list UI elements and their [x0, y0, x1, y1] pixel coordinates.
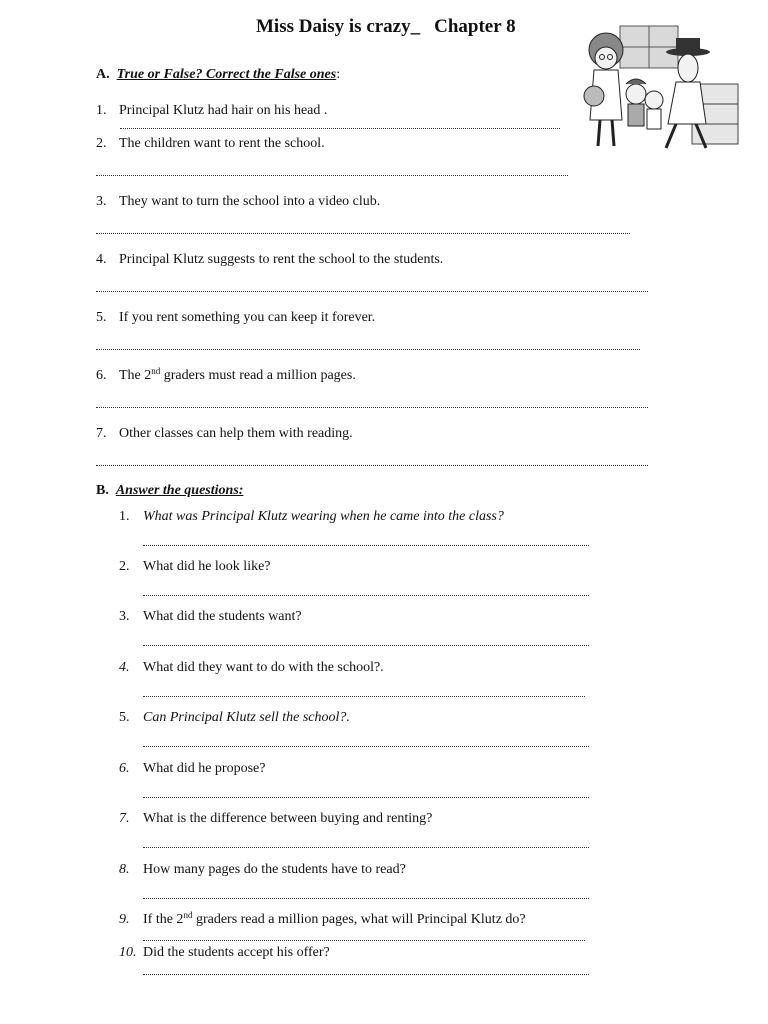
question-text: What did he look like? [143, 559, 271, 574]
question-b-6 [119, 761, 265, 777]
question-b-7 [119, 811, 432, 827]
question-text: What did they want to do with the school?. [143, 660, 384, 675]
question-text: Can Principal Klutz sell the school?. [143, 710, 350, 725]
cartoon-characters-illustration [580, 24, 740, 152]
question-b-3 [119, 609, 302, 625]
question-number: 7. [119, 811, 130, 826]
answer-line[interactable] [96, 291, 648, 292]
tf-question-1 [96, 103, 327, 119]
question-number: 9. [119, 912, 130, 927]
question-text: Principal Klutz had hair on his head . [119, 103, 328, 118]
question-text: graders must read a million pages. [160, 368, 356, 383]
question-b-8 [119, 862, 406, 878]
tf-question-7 [96, 426, 353, 442]
tf-question-6 [96, 368, 356, 384]
section-b-heading [96, 483, 243, 499]
answer-line[interactable] [96, 349, 640, 350]
question-b-9 [119, 912, 526, 928]
answer-line[interactable] [120, 128, 560, 129]
question-text: If the 2 [143, 912, 184, 927]
question-text: The children want to rent the school. [119, 136, 325, 151]
answer-line[interactable] [143, 940, 585, 941]
page-title [256, 16, 516, 38]
question-number: 10. [119, 945, 137, 960]
tf-question-4 [96, 252, 443, 268]
question-text: If you rent something you can keep it forever. [119, 310, 376, 325]
answer-line[interactable] [96, 407, 648, 408]
question-text: The 2 [119, 368, 152, 383]
chapter-label: Chapter 8 [434, 16, 516, 37]
question-number: 5. [96, 310, 107, 325]
question-number: 2. [119, 559, 130, 574]
question-text: Other classes can help them with reading. [119, 426, 353, 441]
answer-line[interactable] [96, 233, 630, 234]
answer-line[interactable] [143, 974, 589, 975]
question-number: 6. [96, 368, 107, 383]
tf-question-5 [96, 310, 375, 326]
tf-question-2 [96, 136, 325, 152]
question-b-10 [119, 945, 330, 961]
question-text: Did the students accept his offer? [143, 945, 330, 960]
question-text: What was Principal Klutz wearing when he came into the class? [143, 509, 504, 524]
section-b-letter: B. [96, 483, 109, 498]
answer-line[interactable] [96, 465, 648, 466]
section-a-letter: A. [96, 67, 110, 82]
question-number: 2. [96, 136, 107, 151]
ordinal-suffix: nd [151, 366, 161, 376]
question-number: 4. [96, 252, 107, 267]
question-number: 1. [119, 509, 130, 524]
question-b-5 [119, 710, 350, 726]
question-number: 3. [96, 194, 107, 209]
answer-line[interactable] [143, 898, 589, 899]
question-b-1 [119, 509, 504, 525]
question-number: 8. [119, 862, 130, 877]
question-number: 6. [119, 761, 130, 776]
answer-line[interactable] [143, 595, 589, 596]
question-number: 1. [96, 103, 107, 118]
question-b-2 [119, 559, 271, 575]
answer-line[interactable] [143, 797, 589, 798]
question-b-4 [119, 660, 384, 676]
answer-line[interactable] [143, 545, 589, 546]
question-text: What did the students want? [143, 609, 302, 624]
ordinal-suffix: nd [183, 910, 193, 920]
tf-question-3 [96, 194, 380, 210]
answer-line[interactable] [143, 645, 589, 646]
question-text: What is the difference between buying and renting? [143, 811, 433, 826]
question-text: What did he propose? [143, 761, 266, 776]
question-text: graders read a million pages, what will Principal Klutz do? [192, 912, 526, 927]
question-text: How many pages do the students have to read? [143, 862, 406, 877]
question-number: 3. [119, 609, 130, 624]
section-a-heading [96, 67, 340, 83]
answer-line[interactable] [96, 175, 568, 176]
question-number: 7. [96, 426, 107, 441]
answer-line[interactable] [143, 847, 589, 848]
question-text: They want to turn the school into a video club. [119, 194, 381, 209]
question-number: 5. [119, 710, 130, 725]
question-number: 4. [119, 660, 130, 675]
section-a-title: True or False? Correct the False ones [116, 67, 337, 82]
question-text: Principal Klutz suggests to rent the school to the students. [119, 252, 444, 267]
answer-line[interactable] [143, 696, 585, 697]
section-b-title: Answer the questions: [115, 483, 244, 498]
answer-line[interactable] [143, 746, 589, 747]
title-text: Miss Daisy is crazy_ [256, 16, 421, 37]
section-a-title-colon: : [336, 67, 341, 82]
